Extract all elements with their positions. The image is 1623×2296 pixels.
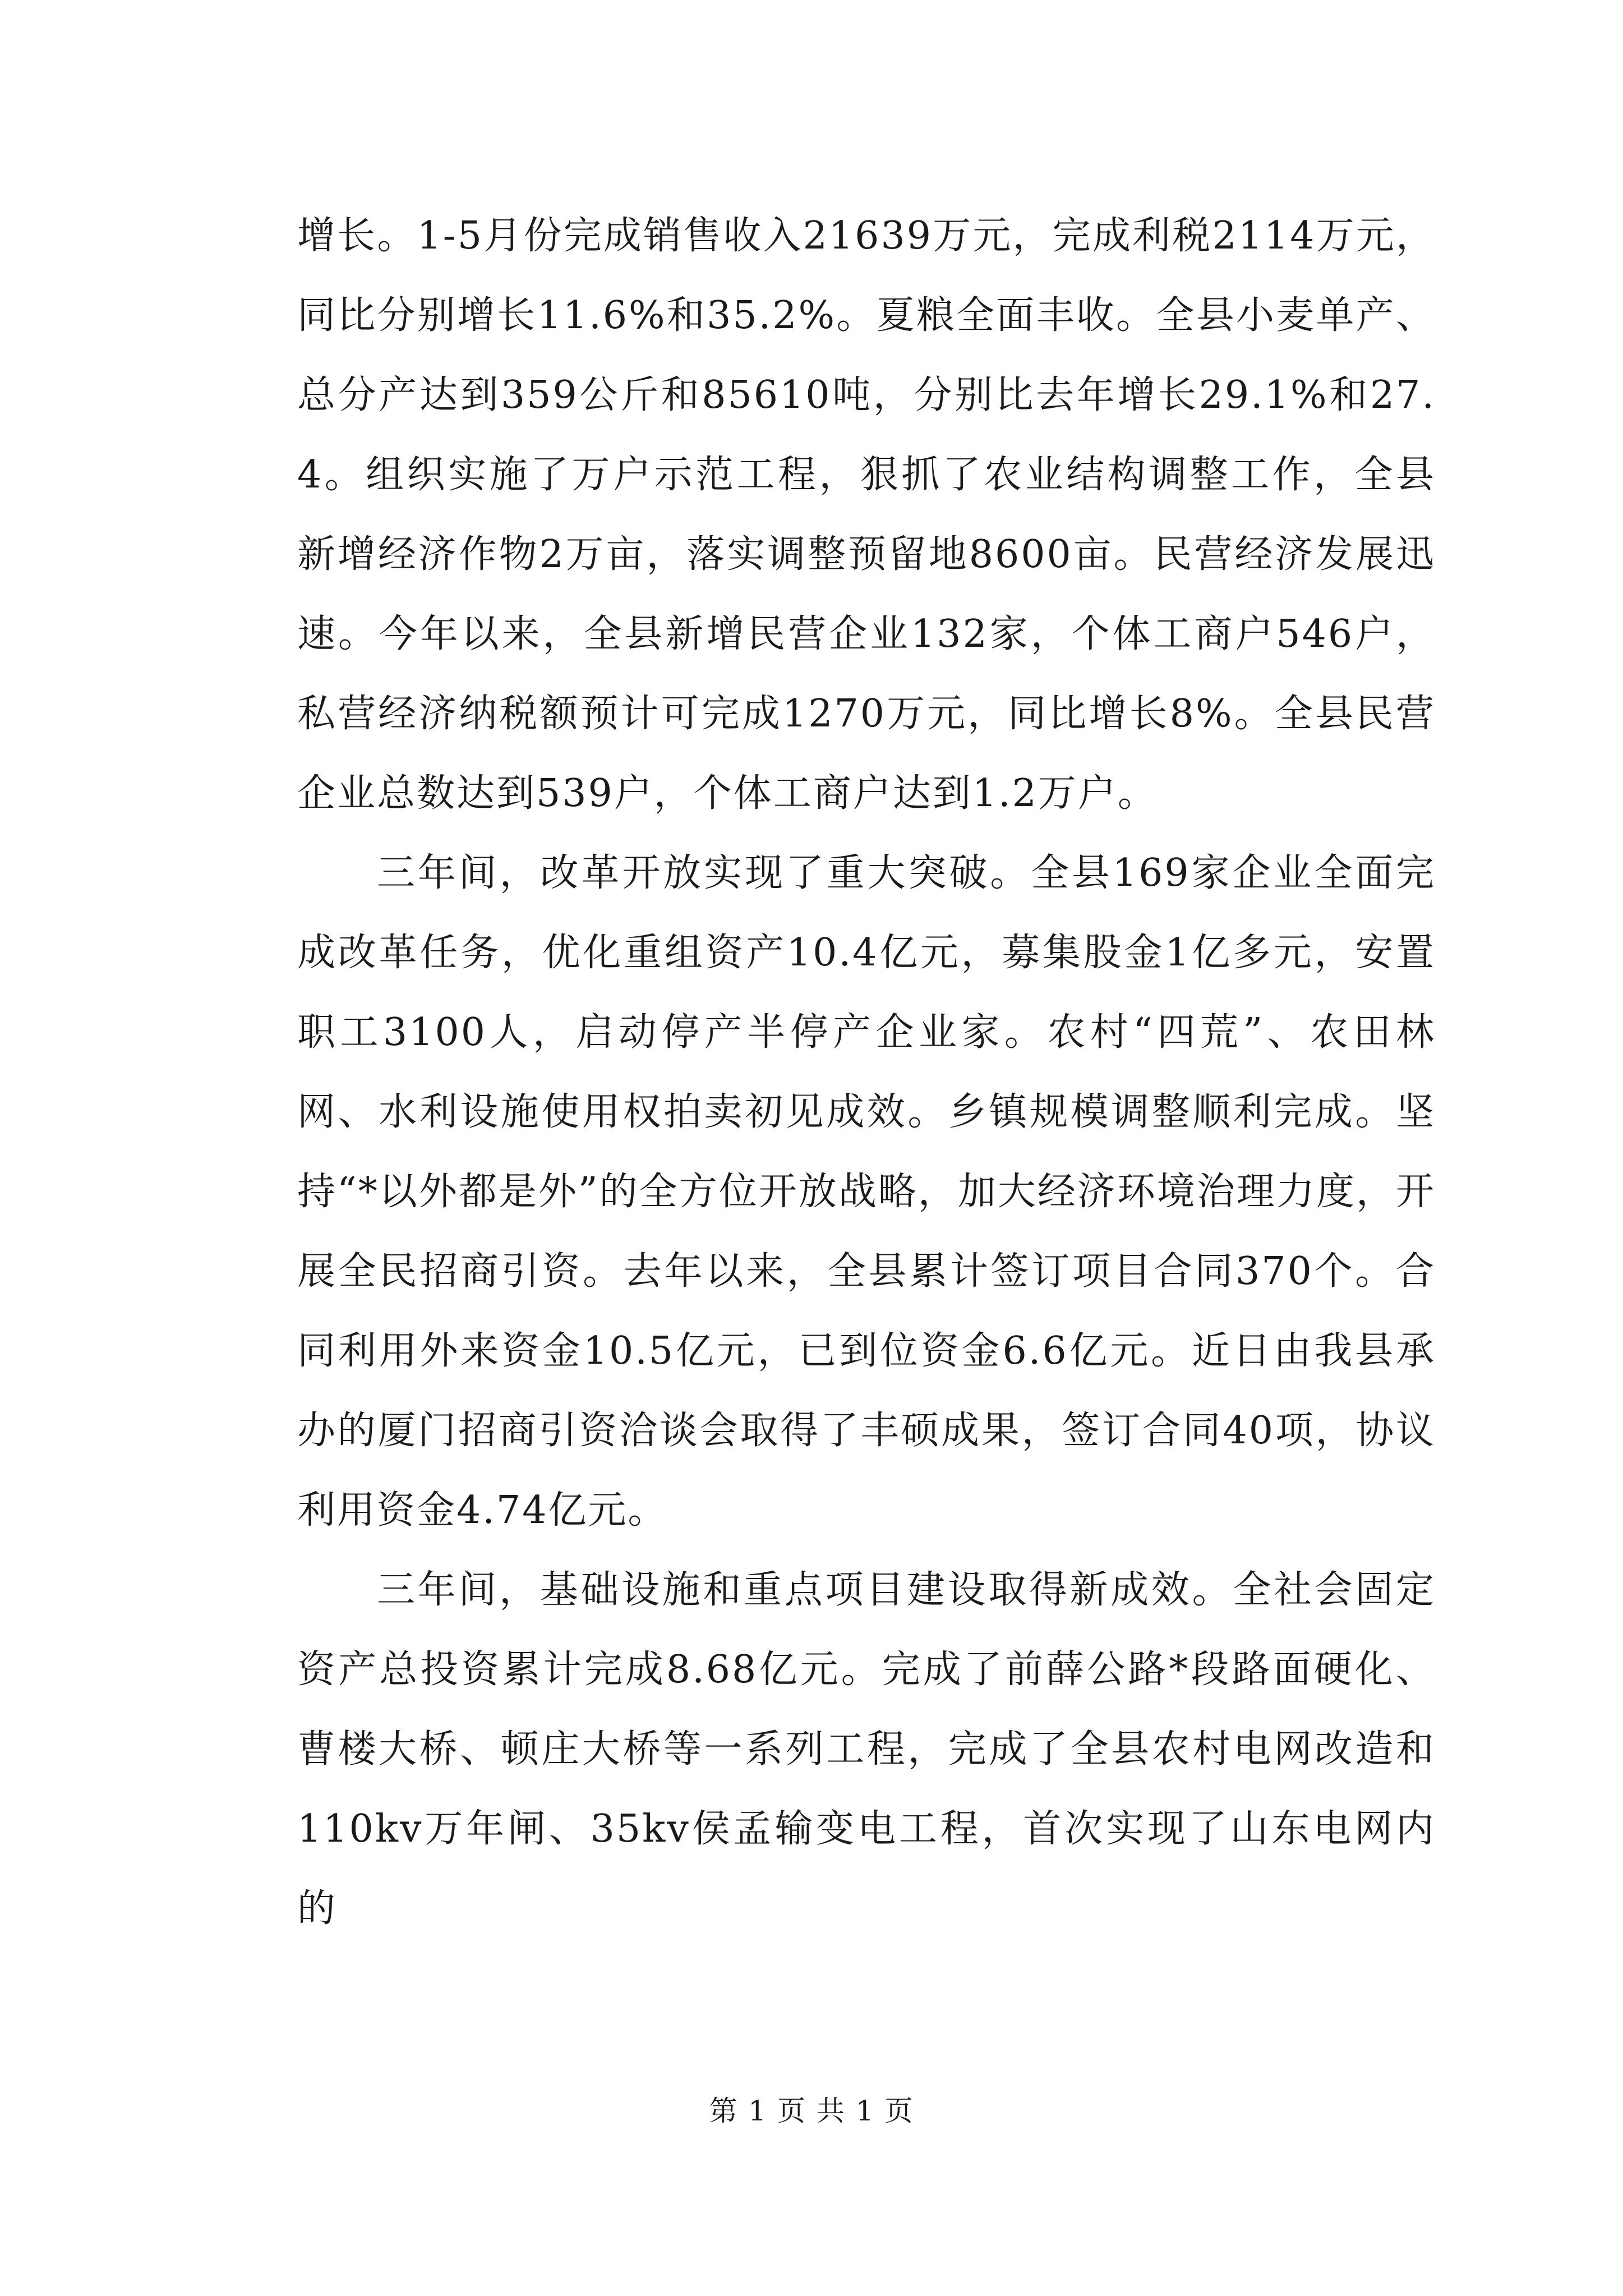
paragraph-infrastructure: 三年间，基础设施和重点项目建设取得新成效。全社会固定资产总投资累计完成8.68亿元。完成了前薛公路*段路面硬化、曹楼大桥、顿庄大桥等一系列工程，完成了全县农村电网改造和110kv万年闸、35kv侯孟输变电工程，首次实现了山东电网内的 bbox=[297, 1568, 1436, 1931]
paragraph-reform-opening: 三年间，改革开放实现了重大突破。全县169家企业全面完成改革任务，优化重组资产10.4亿元，募集股金1亿多元，安置职工3100人，启动停产半停产企业家。农村“四荒”、农田林网、水利设施使用权拍卖初见成效。乡镇规模调整顺利完成。坚持“*以外都是外”的全方位开放战略，加大经济环境治理力度，开展全民招商引资。去年以来，全县累计签订项目合同370个。合同利用外来资金10.5亿元，已到位资金6.6亿元。近日由我县承办的厦门招商引资洽谈会取得了丰硕成果，签订合同40项，协议利用资金4.74亿元。 bbox=[297, 851, 1436, 1533]
document-body bbox=[297, 196, 1436, 1949]
paragraph-continuation: 增长。1-5月份完成销售收入21639万元，完成利税2114万元，同比分别增长11.6%和35.2%。夏粮全面丰收。全县小麦单产、总分产达到359公斤和85610吨，分别比去年增长29.1%和27.4。组织实施了万户示范工程，狠抓了农业结构调整工作，全县新增经济作物2万亩，落实调整预留地8600亩。民营经济发展迅速。今年以来，全县新增民营企业132家，个体工商户546户，私营经济纳税额预计可完成1270万元，同比增长8%。全县民营企业总数达到539户，个体工商户达到1.2万户。 bbox=[297, 214, 1436, 816]
page-footer: 第 1 页 共 1 页 bbox=[709, 2095, 914, 2127]
